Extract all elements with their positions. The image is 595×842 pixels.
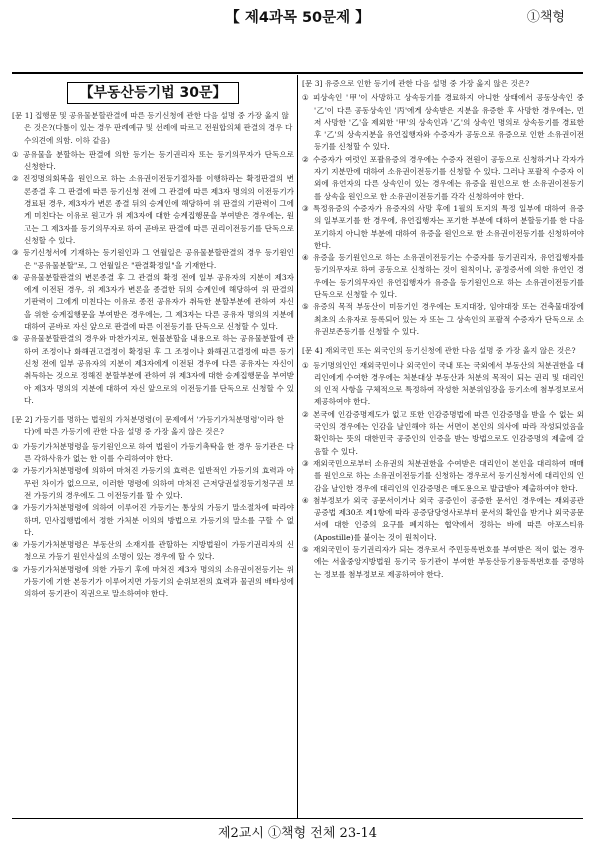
answer-option[interactable]: ⑤ 가등기가처분명령에 의한 가등기 후에 마쳐진 제3자 명의의 소유권이전등기는 위 가등기에 기한 본등기가 이루어지면 가등기의 순위보전의 효력과 물권의 배타성에 의하여 등기관이 직권으로 말소하여야 한다. (12, 564, 294, 599)
question-text: 집행문 및 공유물분할관결에 따른 등기신청에 관한 다음 설명 중 가장 옳지 않은 것은?(다툼이 있는 경우 판례예규 및 선례에 따르고 전원합의체 판결의 경우 다수의견에 의함. 이하 같음) (24, 111, 293, 145)
answer-option[interactable]: ⑤ 유증의 목적 부동산이 미등기인 경우에는 토지대장, 임야대장 또는 건축물대장에 최초의 소유자로 등록되어 있는 자 또는 그 상속인의 포괄적 수증자가 단독으로 소유권보존등기를 신청할 수 있다. (302, 302, 584, 336)
answer-option[interactable]: ② 가등기가처분명령에 의하여 마쳐진 가등기의 효력은 일반적인 가등기의 효력과 아무런 차이가 없으므로, 이러한 명령에 의하여 마쳐진 근저당권설정등기청구권 보전 가등기의 경우에도 그 이전등기를 할 수 있다. (12, 466, 294, 500)
question-stem (302, 345, 584, 357)
answer-option[interactable]: ② 수증자가 여럿인 포괄유증의 경우에는 수증자 전원이 공동으로 신청하거나 각자가 자기 지분만에 대하여 소유권이전등기를 신청할 수 있다. 그러나 포괄적 수증자 이외에 유언자의 다른 상속인이 있는 경우에는 유증을 원인으로 한 소유권이전등기를 상속을 원인으로 한 소유권이전등기를 각각 신청하여야 한다. (302, 154, 584, 201)
answer-option[interactable]: ⑤ 재외국민이 등기권리자가 되는 경우로서 주민등록번호를 부여받은 적이 없는 경우에는 서울중앙지방법원 등기국 등기관이 부여한 부동산등기용등록번호를 증명하는 정보를 첨부정보로 제공하여야 한다. (302, 544, 584, 579)
answer-option[interactable]: ③ 등기신청서에 기재하는 등기원인과 그 연월일은 공유물분할판결의 경우 등기원인은 "공유물분할"로, 그 연월일은 "판결확정일"을 기재한다. (12, 248, 294, 270)
question-stem (12, 110, 294, 147)
section-title: 【부동산등기법 30문】 (67, 82, 239, 104)
answer-option[interactable]: ① 등기명의인인 재외국민이나 외국인이 국내 또는 국외에서 부동산의 처분권한을 대리인에게 수여한 경우에는 처분대상 부동산과 처분의 목적이 되는 권리 및 대리인의 인적 사항을 구체적으로 특정하여 작성한 처분위임장을 등기소에 첨부정보로서 제공하여야 한다. (302, 360, 584, 407)
answer-option[interactable]: ③ 특정유증의 수증자가 유증자의 사망 후에 1필의 토지의 특정 일부에 대하여 유증의 일부포기를 한 경우에, 유언집행자는 포기한 부분에 대하여 분할등기를 한 다음 포기하지 아니한 부분에 대하여 유증을 원인으로 한 소유권이전등기를 신청하여야 한다. (302, 203, 584, 250)
answer-option[interactable]: ④ 공유물분할판결의 변론종결 후 그 관결의 확정 전에 일부 공유자의 지분이 제3자에게 이전된 경우, 위 제3자가 변론을 종결한 뒤의 승계인에 해당하여 위 판결의 기판력이 그에게 미친다는 이유로 종전 공유자가 취득한 분할부분에 관하여 자신을 위한 승계집행문을 부여받은 경우에는, 그 제3자는 다른 공유자 명의의 지분에 대하여 곧바로 자신 앞으로 판결에 따른 이전등기를 단독으로 신청할 수 있다. (12, 272, 294, 332)
answer-option[interactable]: ① 공유물을 분할하는 판결에 의한 등기는 등기권리자 또는 등기의무자가 단독으로 신청한다. (12, 149, 294, 172)
question-number: [문 3] (302, 79, 323, 88)
answer-option[interactable]: ④ 유증을 등기원인으로 하는 소유권이전등기는 수증자를 등기권리자, 유언집행자를 등기의무자로 하여 공동으로 신청하는 것이 원칙이나, 공정증서에 의한 유언인 경우에는 등기의무자인 유언집행자가 유증을 등기원인으로 하는 소유권이전등기를 단독으로 신청할 수 있다. (302, 253, 584, 300)
question-2 (12, 414, 294, 600)
right-column (302, 78, 584, 581)
answer-option[interactable]: ③ 가등기가처분명령에 의하여 이루어진 가등기는 통상의 가등기 말소절차에 따라야 하며, 민사집행법에서 정한 가처분 이의의 방법으로 가등기의 말소를 구할 수 없다. (12, 503, 294, 537)
answer-option[interactable]: ③ 재외국민으로부터 소유권의 처분권한을 수여받은 대리인이 본인을 대리하여 매매를 원인으로 하는 소유권이전등기를 신청하는 경우로서 등기신청서에 대리인의 인감을 날인한 경우에 대리인의 인감증명은 매도용으로 발급받아 제출하여야 한다. (302, 458, 584, 493)
question-text: 가등기를 명하는 법원의 가처분명령(이 문제에서 '가등기가처분명령'이라 한다)에 따른 가등기에 관한 다음 설명 중 가장 옳지 않은 것은? (24, 415, 284, 437)
exam-subject-title: 【 제4과목 50문제 】 (225, 10, 370, 26)
question-number: [문 2] (12, 415, 33, 425)
footer-rule (12, 818, 583, 819)
booklet-type-label: ①책형 (526, 10, 565, 25)
column-divider (297, 75, 298, 819)
page-header (0, 6, 595, 26)
question-3 (302, 78, 584, 338)
left-column (12, 78, 294, 601)
question-number: [문 4] (302, 346, 323, 356)
question-text: 재외국민 또는 외국인의 등기신청에 관한 다음 설명 중 가장 옳지 않은 것은? (324, 346, 576, 356)
question-stem (302, 78, 584, 90)
answer-option[interactable]: ⑤ 공유물분할판결의 경우와 마찬가지로, 현물분할을 내용으로 하는 공유물분할에 관하여 조정이나 화해권고결정이 확정된 후 그 조정이나 화해권고결정에 따른 등기신청 전에 일부 공유자의 지분이 제3자에게 이전된 경우에 다른 공유자는 자신이 취득하는 것으로 정해진 분할부분에 관하여 위 제3자에 대한 승계집행문을 부여받아 제3자 명의의 지분에 대하여 자신 앞으로의 이전등기를 단독으로 신청할 수 있다. (12, 334, 294, 405)
header-rule (12, 72, 583, 74)
question-1 (12, 110, 294, 407)
question-number: [문 1] (12, 111, 33, 120)
question-4 (302, 345, 584, 581)
answer-option[interactable]: ④ 첨부정보가 외국 공문서이거나 외국 공증인이 공증한 문서인 경우에는 재외공관 공증법 제30조 제1항에 따라 공증담당영사로부터 문서의 확인을 받거나 외국공문서에 대한 인증의 요구를 폐지하는 협약에서 정하는 바에 따른 아포스티유(Apostille)를 붙이는 것이 원칙이다. (302, 495, 584, 542)
answer-option[interactable]: ① 가등기가처분명령을 등기원인으로 하여 법원이 가등기촉탁을 한 경우 등기관은 다른 각하사유가 없는 한 이를 수리하여야 한다. (12, 441, 294, 464)
page-footer: 제2교시 ①책형 전체 23-14 (217, 826, 378, 841)
answer-option[interactable]: ② 본국에 인감증명제도가 없고 또한 인감증명법에 따른 인감증명을 받을 수 없는 외국인의 경우에는 인감을 날인해야 하는 서면이 본인의 의사에 따라 작성되었음을 확인하는 뜻의 대한민국 공증인의 인증을 받는 방법으로도 인감증명의 제출에 갈음할 수 있다. (302, 409, 584, 456)
answer-option[interactable]: ① 피상속인 '甲'이 사망하고 상속등기를 경료하지 아니한 상태에서 공동상속인 중 '乙'이 다른 공동상속인 '丙'에게 상속받은 지분을 유증한 후 사망한 경우에는, 먼저 사망한 '乙'을 제외한 '甲'의 상속인과 '乙'의 상속인 명의로 상속등기를 경료한 후 '乙'의 상속지분을 유언집행자와 수증자가 공동으로 유증으로 인한 소유권이전등기를 신청할 수 있다. (302, 93, 584, 152)
question-stem (12, 414, 294, 439)
answer-option[interactable]: ④ 가등기가처분명령은 부동산의 소재지를 관할하는 지방법원이 가등기권리자의 신청으로 가등기 원인사실의 소명이 있는 경우에 할 수 있다. (12, 540, 294, 562)
question-text: 유증으로 인한 등기에 관한 다음 설명 중 가장 옳지 않은 것은? (324, 79, 530, 88)
answer-option[interactable]: ② 진정명의회복을 원인으로 하는 소유권이전등기절차를 이행하라는 확정판결의 변론종결 후 그 판결에 따른 등기신청 전에 그 관결에 따른 제3자 명의의 이전등기가 경료된 경우, 제3자가 변론 종결 뒤의 승계인에 해당하여 위 판결의 기판력이 그에게 미친다는 이유로 원고가 위 제3자에 대한 승계집행문을 부여받은 경우에는, 원고는 그 제3자를 등기의무자로 하여 곧바로 판결에 따른 권리이전등기를 단독으로 신청할 수 있다. (12, 174, 294, 245)
